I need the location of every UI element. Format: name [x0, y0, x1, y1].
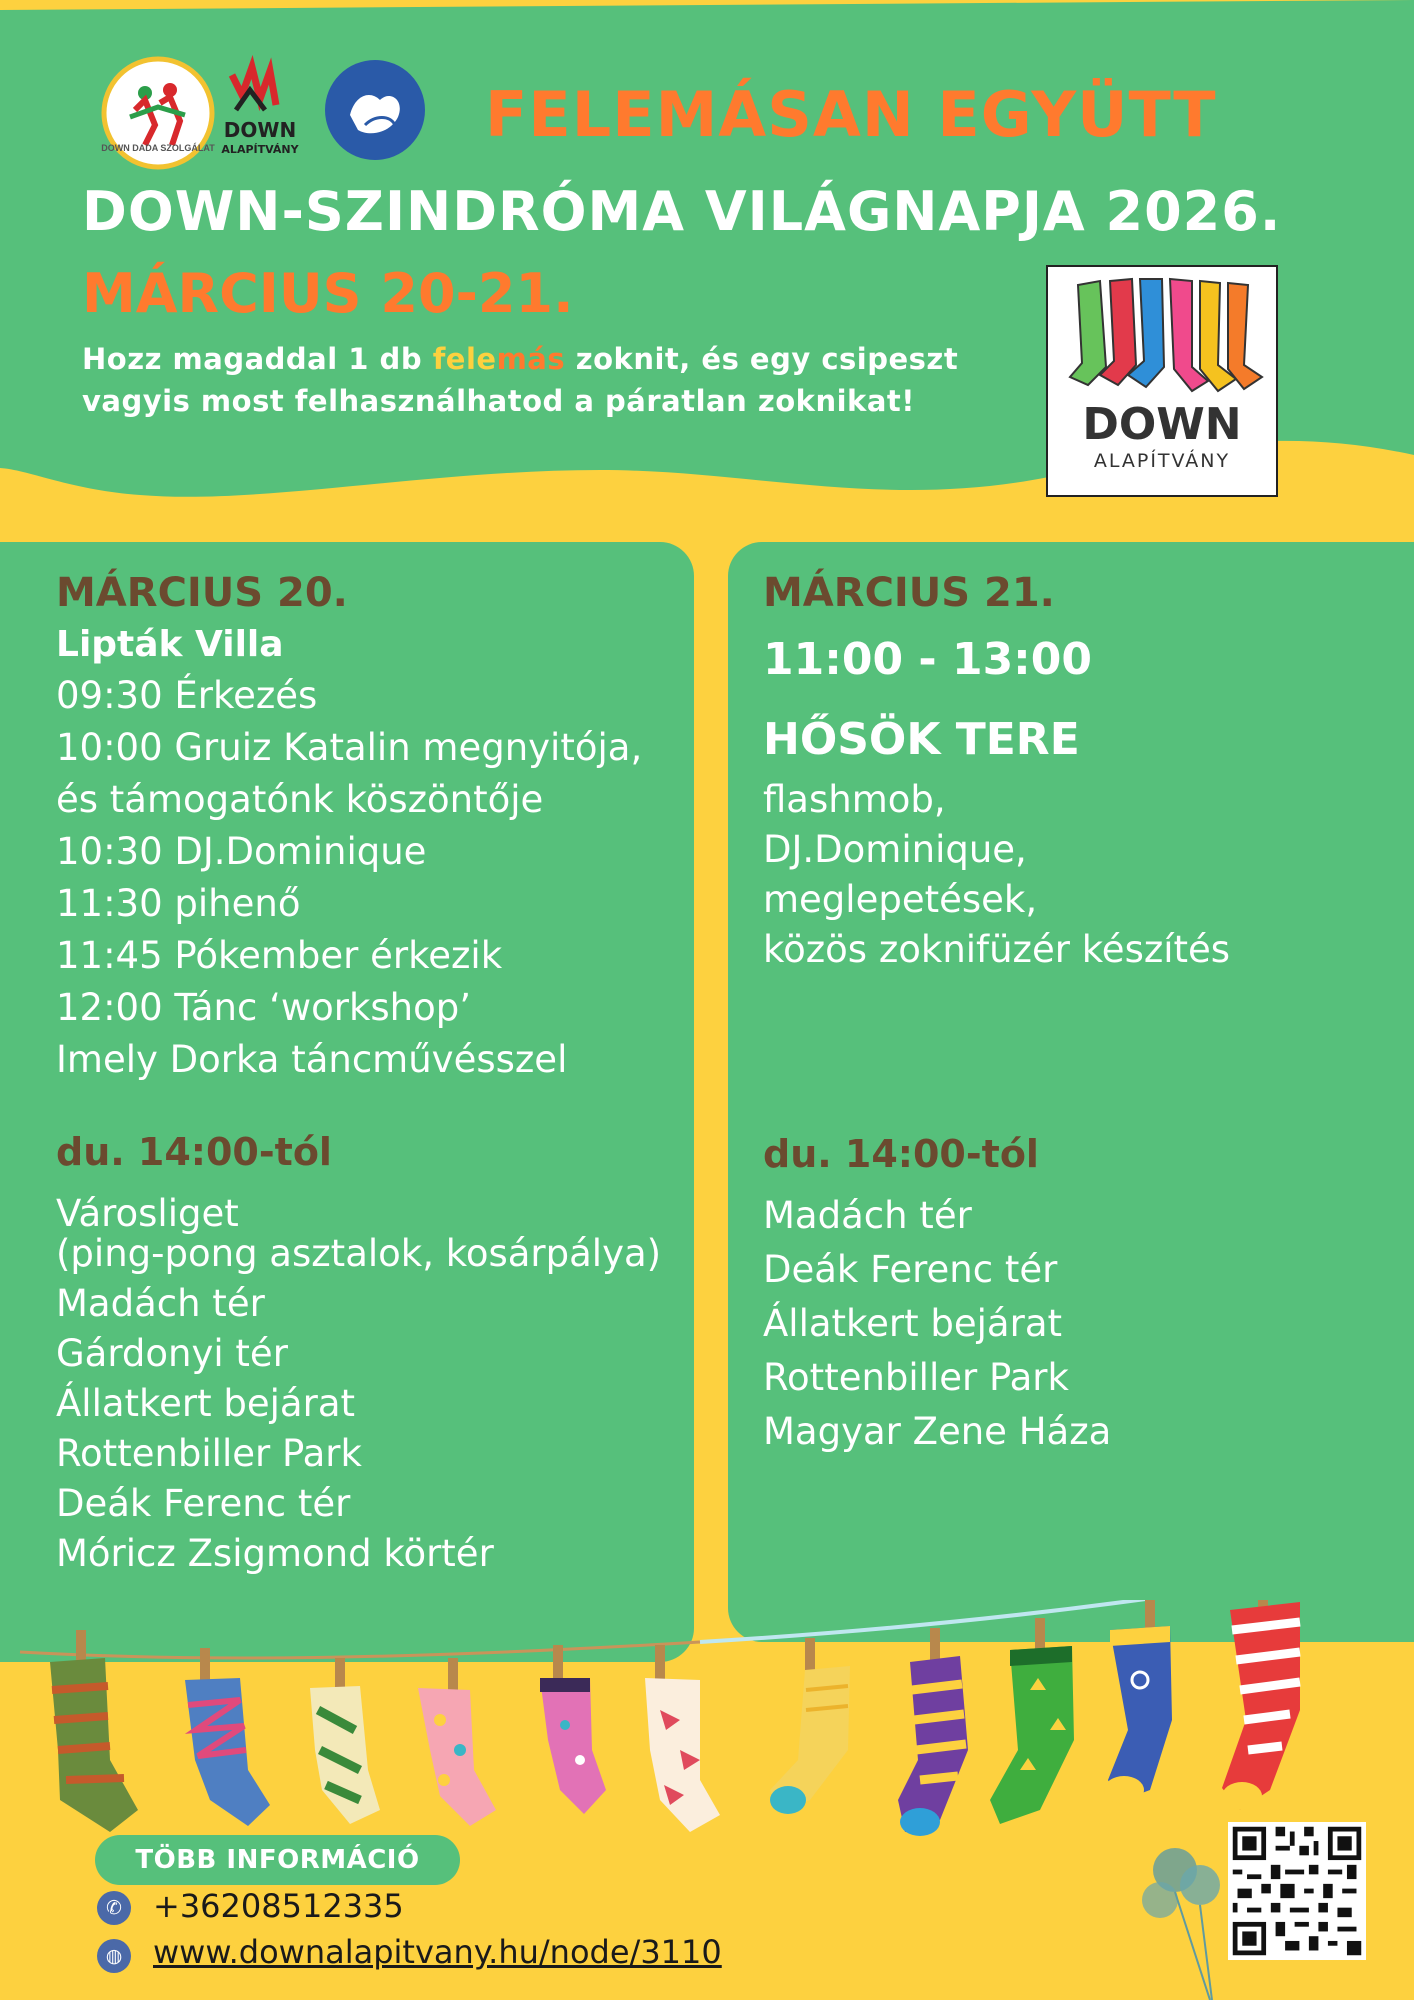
day1-afternoon-label: du. 14:00-tól: [56, 1130, 332, 1174]
svg-text:DOWN: DOWN: [223, 118, 297, 142]
day1-schedule-item: 11:45 Pókember érkezik: [56, 934, 503, 977]
svg-text:ALAPÍTVÁNY: ALAPÍTVÁNY: [221, 143, 299, 156]
sock-8: [898, 1628, 968, 1836]
balloons-icon: [1142, 1848, 1220, 2000]
highlight-fele: fele: [432, 342, 497, 376]
invite-line-1: Hozz magaddal 1 db felemás zoknit, és egy csipeszt: [82, 342, 959, 376]
sock-10: [1104, 1600, 1172, 1804]
day1-schedule-item: és támogatónk köszöntője: [56, 778, 544, 821]
day1-place: Városliget: [56, 1192, 239, 1235]
day1-schedule-item: Imely Dorka táncművésszel: [56, 1038, 568, 1081]
sock-9: [990, 1618, 1074, 1824]
phone-number[interactable]: +36208512335: [153, 1887, 404, 1925]
day1-schedule-item: 11:30 pihenő: [56, 882, 301, 925]
day1-place: Gárdonyi tér: [56, 1332, 288, 1375]
day1-place: Állatkert bejárat: [56, 1382, 355, 1425]
day1-schedule-item: 10:30 DJ.Dominique: [56, 830, 427, 873]
more-info-badge: TÖBB INFORMÁCIÓ: [95, 1835, 460, 1885]
down-dada-logo-text: DOWN DADA SZOLGÁLAT: [101, 143, 215, 153]
invite-line-2: vagyis most felhasználhatod a páratlan zoknikat!: [82, 384, 915, 418]
event-subtitle: DOWN-SZINDRÓMA VILÁGNAPJA 2026.: [82, 180, 1282, 243]
sock-4: [418, 1658, 496, 1826]
qr-code[interactable]: [1228, 1822, 1366, 1960]
day2-time: 11:00 - 13:00: [763, 634, 1093, 685]
day2-place: Magyar Zene Háza: [763, 1410, 1112, 1453]
korai-fejleszto-logo: [325, 60, 425, 160]
sock-11: [1222, 1600, 1300, 1810]
day2-place: Deák Ferenc tér: [763, 1248, 1058, 1291]
sock-7: [770, 1638, 850, 1814]
day1-place: Madách tér: [56, 1282, 265, 1325]
website-link[interactable]: www.downalapitvany.hu/node/3110: [153, 1933, 722, 1971]
globe-icon: ◍: [97, 1939, 131, 1973]
invite-text: [82, 338, 1042, 422]
day1-schedule-item: 12:00 Tánc ‘workshop’: [56, 986, 472, 1029]
sock-3: [310, 1658, 380, 1824]
down-alapitvany-small-logo: [221, 67, 299, 156]
day2-place: Állatkert bejárat: [763, 1302, 1062, 1345]
sock-5: [540, 1645, 606, 1814]
day2-date: MÁRCIUS 21.: [763, 570, 1055, 616]
day2-panel: [728, 542, 1414, 1642]
down-dada-logo: [101, 59, 215, 167]
sock-1: [50, 1630, 138, 1832]
down-logo-word: DOWN: [1082, 399, 1242, 450]
day1-schedule-item: 10:00 Gruiz Katalin megnyitója,: [56, 726, 643, 769]
day2-place: Rottenbiller Park: [763, 1356, 1069, 1399]
day2-program-item: meglepetések,: [763, 878, 1038, 921]
day1-date: MÁRCIUS 20.: [56, 570, 348, 616]
day1-place: (ping-pong asztalok, kosárpálya): [56, 1232, 662, 1275]
day1-place: Deák Ferenc tér: [56, 1482, 351, 1525]
down-logo-subword: ALAPÍTVÁNY: [1093, 450, 1231, 472]
down-alapitvany-logo: [1046, 265, 1278, 497]
day2-place: Madách tér: [763, 1194, 972, 1237]
phone-icon: ✆: [97, 1891, 131, 1925]
socks-logo-icon: [1070, 279, 1262, 391]
day2-program-item: DJ.Dominique,: [763, 828, 1027, 871]
day2-venue: HŐSÖK TERE: [763, 714, 1080, 765]
day2-program-item: közös zoknifüzér készítés: [763, 928, 1231, 971]
day1-panel: [0, 542, 694, 1662]
day1-schedule-item: 09:30 Érkezés: [56, 674, 318, 717]
sock-6: [645, 1645, 720, 1832]
day1-place: Rottenbiller Park: [56, 1432, 362, 1475]
main-title: FELEMÁSAN EGYÜTT: [485, 78, 1217, 151]
highlight-mas: más: [496, 342, 566, 376]
partner-logos: [100, 55, 430, 175]
day1-place: Móricz Zsigmond körtér: [56, 1532, 494, 1575]
day1-venue: Lipták Villa: [56, 624, 284, 665]
event-dates: MÁRCIUS 20-21.: [82, 262, 574, 325]
day2-afternoon-label: du. 14:00-tól: [763, 1132, 1039, 1176]
sock-2: [185, 1648, 270, 1826]
day2-program-item: flashmob,: [763, 778, 946, 821]
